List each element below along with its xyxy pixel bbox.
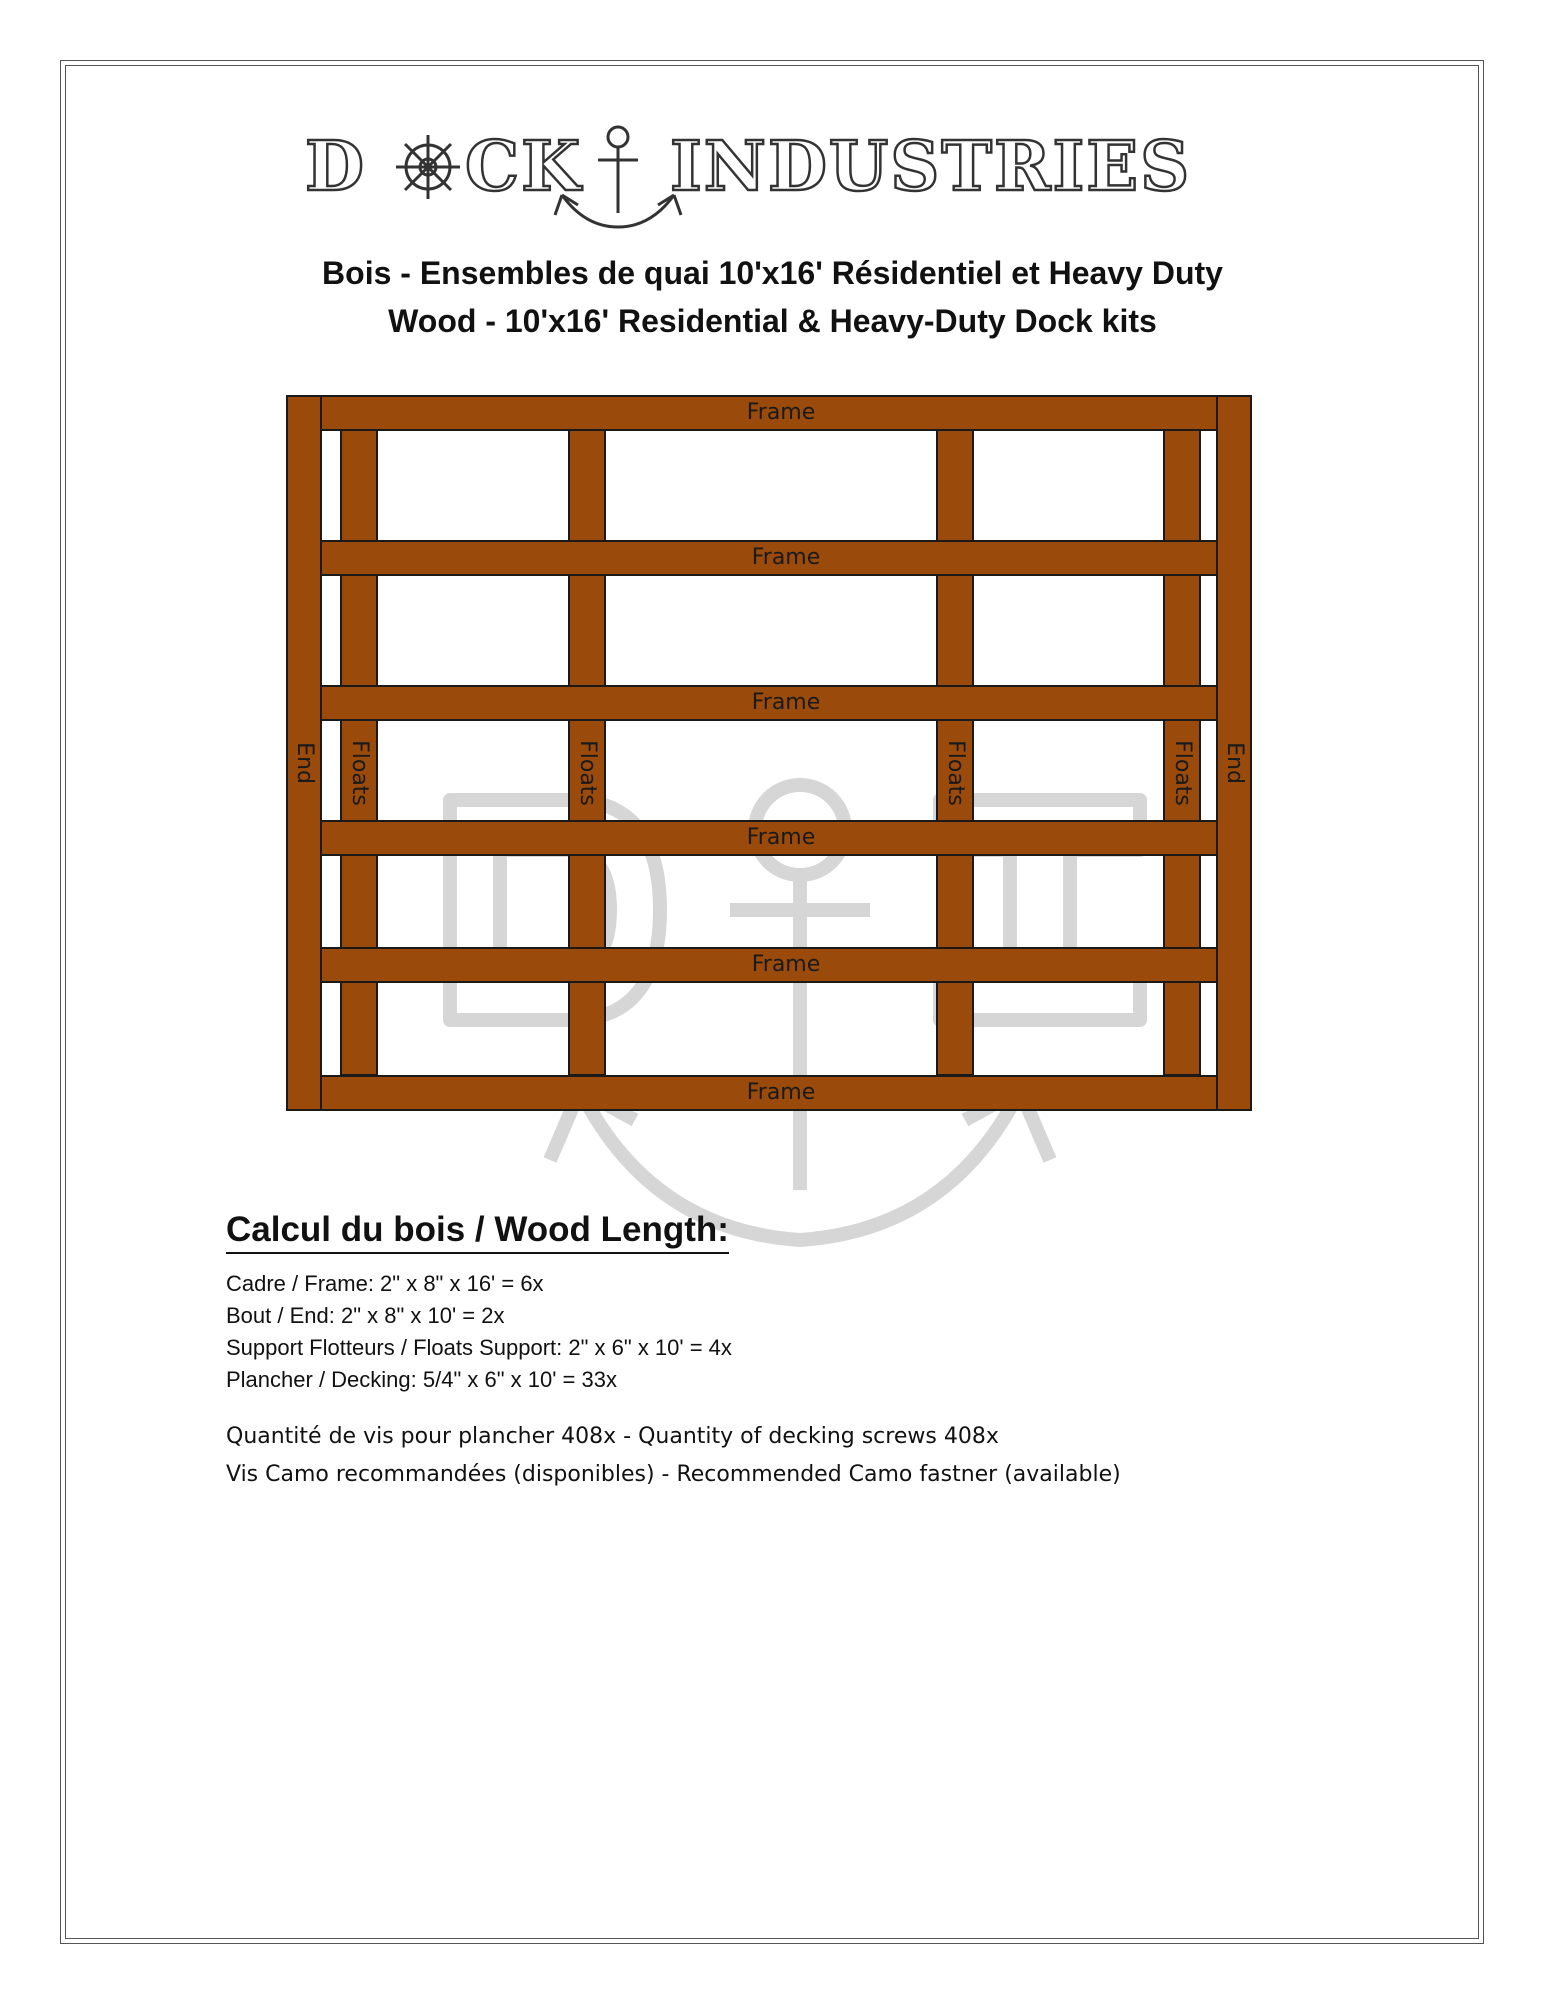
note-camo: Vis Camo recommandées (disponibles) - Recommended Camo fastner (available) [226,1462,1121,1487]
dock-industries-logo [300,115,1250,235]
floats-label-1: Floats [347,740,372,806]
svg-text:INDUSTRIES: INDUSTRIES [670,127,1192,207]
title-french: Bois - Ensembles de quai 10'x16' Résidentiel et Heavy Duty [322,255,1223,291]
frame-label-1: Frame [746,400,816,425]
wood-length-list [226,1268,732,1396]
notes [226,1418,1121,1494]
note-screws: Quantité de vis pour plancher 408x - Quantity of decking screws 408x [226,1424,999,1449]
floats-label-3: Floats [943,740,968,806]
wood-length-heading: Calcul du bois / Wood Length: [226,1210,729,1254]
dock-diagram [284,393,1264,1123]
wood-length-line-decking: Plancher / Decking: 5/4" x 6" x 10' = 33x [226,1367,617,1392]
wood-length-line-frame: Cadre / Frame: 2" x 8" x 16' = 6x [226,1271,544,1296]
frame-label-5: Frame [751,952,821,977]
floats-label-2: Floats [575,740,600,806]
wood-length-line-floats-support: Support Flotteurs / Floats Support: 2" x 6" x 10' = 4x [226,1335,732,1360]
title-english: Wood - 10'x16' Residential & Heavy-Duty Dock kits [388,303,1157,339]
floats-label-4: Floats [1170,740,1195,806]
wood-length-line-end: Bout / End: 2" x 8" x 10' = 2x [226,1303,505,1328]
frame-label-3: Frame [751,690,821,715]
svg-text:CK: CK [465,127,583,207]
frame-label-4: Frame [746,825,816,850]
end-label-1: End [292,742,317,784]
frame-label-6: Frame [746,1080,816,1105]
frame-label-2: Frame [751,545,821,570]
end-label-2: End [1222,742,1247,784]
svg-text:D: D [305,127,366,207]
